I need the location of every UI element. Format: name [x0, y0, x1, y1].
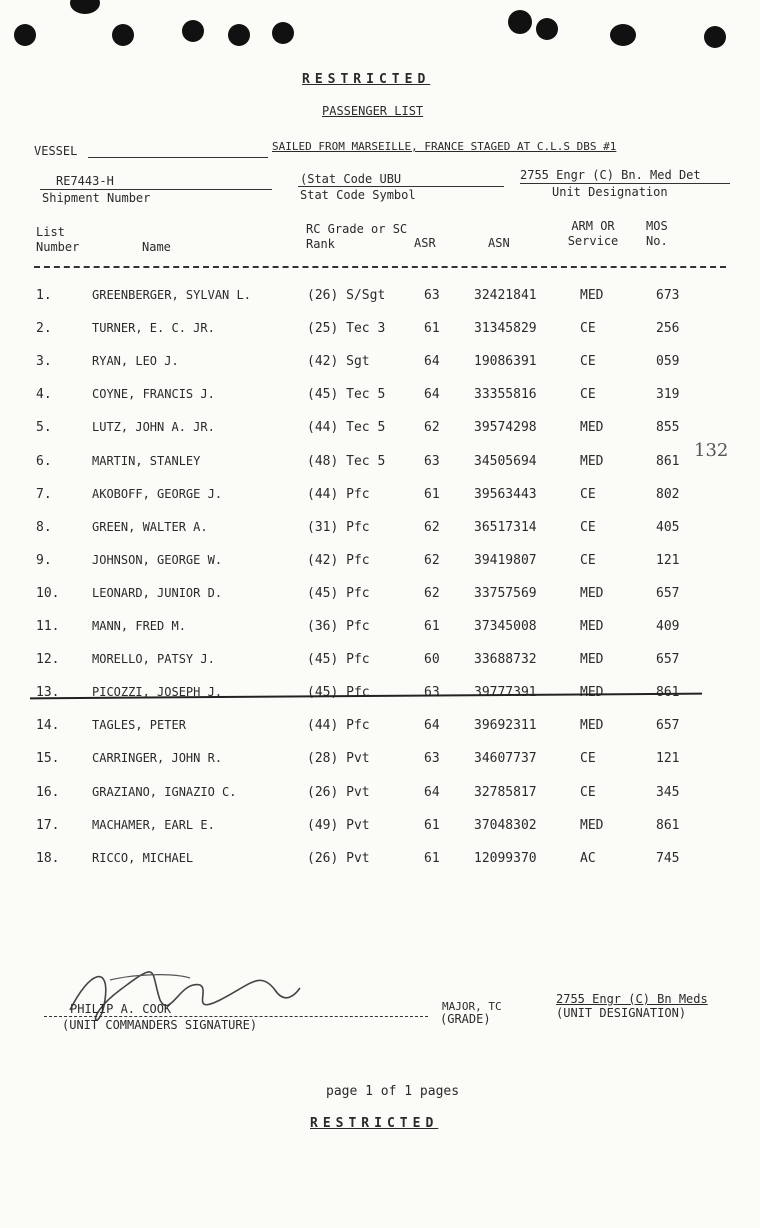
- passenger-name: MORELLO, PATSY J.: [92, 652, 215, 667]
- asr-value: 63: [424, 453, 440, 469]
- table-row: [0, 387, 760, 407]
- asr-value: 62: [424, 585, 440, 601]
- table-row: [0, 785, 760, 805]
- list-number: 7.: [36, 486, 52, 502]
- asr-value: 62: [424, 420, 440, 436]
- punch-hole: [272, 22, 294, 44]
- table-row: [0, 851, 760, 871]
- mos-number: 657: [656, 718, 680, 734]
- serial-number: 39692311: [474, 718, 537, 734]
- mos-number: 345: [656, 784, 680, 800]
- passenger-name: RYAN, LEO J.: [92, 354, 179, 369]
- arm-service: CE: [580, 321, 596, 337]
- table-row: [0, 487, 760, 507]
- passenger-name: MARTIN, STANLEY: [92, 453, 201, 468]
- sailed-from: SAILED FROM MARSEILLE, FRANCE STAGED AT C.L.S DBS #1: [272, 140, 617, 153]
- arm-service: MED: [580, 619, 604, 634]
- passenger-name: TURNER, E. C. JR.: [92, 321, 215, 336]
- stat-code-line: [298, 186, 504, 187]
- asr-value: 63: [424, 751, 440, 767]
- page-title: RESTRICTED: [302, 72, 431, 87]
- grade-rank: (45) Tec 5: [307, 387, 386, 403]
- table-row: [0, 652, 760, 672]
- footer-unit-label: (UNIT DESIGNATION): [556, 1006, 687, 1020]
- arm-service: MED: [580, 685, 604, 701]
- mos-number: 121: [656, 751, 680, 767]
- asr-value: 62: [424, 552, 440, 568]
- mos-number: 405: [656, 519, 680, 535]
- grade: MAJOR, TC: [442, 1000, 502, 1013]
- mos-number: 059: [656, 354, 680, 370]
- list-number: 17.: [36, 817, 60, 833]
- mos-number: 409: [656, 619, 680, 634]
- grade-rank: (25) Tec 3: [307, 321, 386, 337]
- grade-label: (GRADE): [440, 1012, 491, 1026]
- col-name: Name: [142, 240, 171, 254]
- shipment-label: Shipment Number: [42, 191, 151, 205]
- asr-value: 61: [424, 486, 440, 502]
- arm-service: CE: [580, 552, 596, 568]
- arm-service: CE: [580, 751, 596, 767]
- punch-hole: [70, 0, 100, 14]
- vessel-line: [88, 157, 268, 158]
- passenger-name: MANN, FRED M.: [92, 619, 186, 633]
- col-asr: ASR: [414, 236, 436, 250]
- grade-rank: (42) Pfc: [307, 552, 370, 568]
- margin-note: 132: [694, 440, 729, 461]
- serial-number: 31345829: [474, 321, 537, 337]
- list-number: 13.: [36, 685, 60, 701]
- unit-designation: 2755 Engr (C) Bn. Med Det: [520, 168, 701, 182]
- grade-rank: (36) Pfc: [307, 619, 370, 634]
- serial-number: 33757569: [474, 585, 537, 601]
- grade-rank: (26) Pvt: [307, 784, 370, 800]
- list-number: 1.: [36, 288, 52, 303]
- mos-number: 861: [656, 453, 680, 469]
- shipment-number: RE7443-H: [56, 174, 114, 188]
- table-row: [0, 553, 760, 573]
- passenger-name: TAGLES, PETER: [92, 718, 186, 733]
- serial-number: 39419807: [474, 552, 537, 568]
- punch-hole: [508, 10, 532, 34]
- serial-number: 39777391: [474, 685, 537, 701]
- table-row: [0, 586, 760, 606]
- arm-service: CE: [580, 486, 596, 502]
- table-row: [0, 619, 760, 639]
- table-row: [0, 288, 760, 308]
- commander-label: (UNIT COMMANDERS SIGNATURE): [62, 1018, 258, 1032]
- list-number: 18.: [36, 850, 60, 866]
- unit-line: [520, 183, 730, 184]
- list-number: 5.: [36, 420, 52, 436]
- asr-value: 62: [424, 519, 440, 535]
- grade-rank: (45) Pfc: [307, 652, 370, 668]
- col-grade: RC Grade or SC Rank: [306, 222, 408, 251]
- list-number: 3.: [36, 354, 52, 370]
- asr-value: 64: [424, 387, 440, 403]
- mos-number: 319: [656, 387, 680, 403]
- punch-hole: [610, 24, 636, 46]
- grade-rank: (45) Pfc: [307, 585, 370, 601]
- punch-hole: [228, 24, 250, 46]
- passenger-name: AKOBOFF, GEORGE J.: [92, 486, 223, 501]
- col-list-number: List Number: [36, 225, 80, 254]
- serial-number: 32421841: [474, 288, 537, 303]
- table-row: [0, 718, 760, 738]
- passenger-name: RICCO, MICHAEL: [92, 850, 194, 865]
- asr-value: 64: [424, 784, 440, 800]
- table-row: [0, 354, 760, 374]
- serial-number: 34505694: [474, 453, 537, 469]
- shipment-line: [40, 189, 272, 190]
- arm-service: CE: [580, 784, 596, 800]
- grade-rank: (48) Tec 5: [307, 453, 386, 469]
- serial-number: 33688732: [474, 652, 537, 668]
- grade-rank: (49) Pvt: [307, 817, 370, 833]
- asr-value: 63: [424, 288, 440, 303]
- list-number: 9.: [36, 552, 52, 568]
- arm-service: MED: [580, 652, 604, 668]
- arm-service: MED: [580, 420, 604, 436]
- col-mos: MOS No.: [646, 219, 668, 248]
- arm-service: MED: [580, 288, 604, 303]
- asr-value: 64: [424, 354, 440, 370]
- table-row: [0, 454, 760, 474]
- arm-service: MED: [580, 453, 604, 469]
- punch-hole: [14, 24, 36, 46]
- serial-number: 37048302: [474, 817, 537, 833]
- grade-rank: (26) S/Sgt: [307, 288, 386, 303]
- mos-number: 745: [656, 850, 680, 866]
- col-asn: ASN: [488, 236, 510, 250]
- mos-number: 657: [656, 585, 680, 601]
- col-arm: ARM OR Service: [567, 219, 619, 248]
- grade-rank: (42) Sgt: [307, 354, 370, 370]
- grade-rank: (44) Tec 5: [307, 420, 386, 436]
- arm-service: CE: [580, 354, 596, 370]
- stat-code: (Stat Code UBU: [300, 172, 402, 186]
- list-number: 8.: [36, 519, 52, 535]
- mos-number: 855: [656, 420, 680, 436]
- serial-number: 12099370: [474, 850, 537, 866]
- table-row: [0, 520, 760, 540]
- list-number: 11.: [36, 619, 60, 634]
- punch-hole: [182, 20, 204, 42]
- serial-number: 36517314: [474, 519, 537, 535]
- passenger-name: LUTZ, JOHN A. JR.: [92, 420, 215, 435]
- serial-number: 32785817: [474, 784, 537, 800]
- asr-value: 61: [424, 321, 440, 337]
- mos-number: 861: [656, 685, 680, 701]
- list-number: 10.: [36, 585, 60, 601]
- asr-value: 61: [424, 619, 440, 634]
- passenger-name: LEONARD, JUNIOR D.: [92, 585, 223, 600]
- asr-value: 61: [424, 850, 440, 866]
- arm-service: CE: [580, 519, 596, 535]
- table-row: [0, 420, 760, 440]
- list-number: 16.: [36, 784, 60, 800]
- punch-hole: [536, 18, 558, 40]
- asr-value: 63: [424, 685, 440, 701]
- grade-rank: (44) Pfc: [307, 486, 370, 502]
- grade-rank: (44) Pfc: [307, 718, 370, 734]
- mos-number: 802: [656, 486, 680, 502]
- asr-value: 60: [424, 652, 440, 668]
- list-number: 15.: [36, 751, 60, 767]
- serial-number: 37345008: [474, 619, 537, 634]
- serial-number: 39574298: [474, 420, 537, 436]
- footer-unit: 2755 Engr (C) Bn Meds: [556, 992, 708, 1006]
- mos-number: 256: [656, 321, 680, 337]
- arm-service: CE: [580, 387, 596, 403]
- passenger-name: PICOZZI, JOSEPH J.: [92, 685, 223, 700]
- list-number: 4.: [36, 387, 52, 403]
- table-row: [0, 751, 760, 771]
- list-number: 2.: [36, 321, 52, 337]
- serial-number: 39563443: [474, 486, 537, 502]
- footer-restricted: RESTRICTED: [310, 1116, 439, 1131]
- passenger-name: GRAZIANO, IGNAZIO C.: [92, 784, 237, 799]
- arm-service: MED: [580, 585, 604, 601]
- passenger-name: JOHNSON, GEORGE W.: [92, 552, 223, 567]
- grade-rank: (28) Pvt: [307, 751, 370, 767]
- mos-number: 121: [656, 552, 680, 568]
- table-row: [0, 321, 760, 341]
- header-divider: [34, 266, 726, 268]
- arm-service: MED: [580, 817, 604, 833]
- serial-number: 34607737: [474, 751, 537, 767]
- punch-hole: [112, 24, 134, 46]
- stat-code-label: Stat Code Symbol: [300, 188, 416, 202]
- serial-number: 19086391: [474, 354, 537, 370]
- asr-value: 64: [424, 718, 440, 734]
- list-number: 12.: [36, 652, 60, 668]
- grade-rank: (26) Pvt: [307, 850, 370, 866]
- passenger-name: CARRINGER, JOHN R.: [92, 751, 223, 766]
- table-row: [0, 818, 760, 838]
- page-number: page 1 of 1 pages: [326, 1084, 460, 1099]
- mos-number: 673: [656, 288, 680, 303]
- passenger-name: COYNE, FRANCIS J.: [92, 387, 215, 402]
- list-number: 14.: [36, 718, 60, 734]
- passenger-name: MACHAMER, EARL E.: [92, 817, 215, 832]
- punch-hole: [704, 26, 726, 48]
- commander-name: PHILIP A. COOK: [70, 1002, 172, 1016]
- grade-rank: (31) Pfc: [307, 519, 370, 535]
- page-subtitle: PASSENGER LIST: [322, 104, 424, 118]
- arm-service: MED: [580, 718, 604, 734]
- vessel-label: VESSEL: [34, 144, 78, 158]
- unit-label: Unit Designation: [552, 185, 668, 199]
- grade-rank: (45) Pfc: [307, 685, 370, 701]
- signature-line: [44, 1016, 428, 1017]
- passenger-name: GREEN, WALTER A.: [92, 519, 208, 534]
- passenger-name: GREENBERGER, SYLVAN L.: [92, 288, 251, 302]
- arm-service: AC: [580, 850, 596, 866]
- mos-number: 657: [656, 652, 680, 668]
- serial-number: 33355816: [474, 387, 537, 403]
- asr-value: 61: [424, 817, 440, 833]
- list-number: 6.: [36, 453, 52, 469]
- mos-number: 861: [656, 817, 680, 833]
